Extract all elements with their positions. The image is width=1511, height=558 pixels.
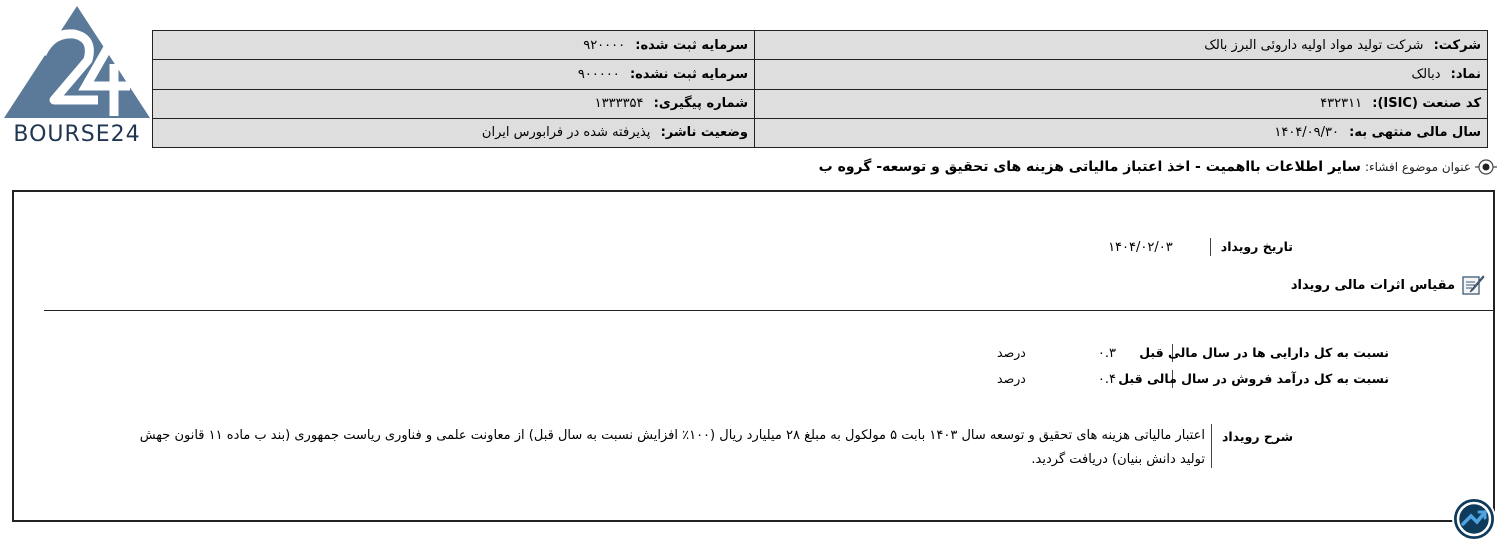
company-info-table bbox=[152, 30, 1488, 148]
chart-arrow-badge-icon[interactable] bbox=[1451, 496, 1497, 542]
subject-value: سایر اطلاعات بااهمیت - اخذ اعتباز مالیاتی هزینه های تحقیق و توسعه- گروه ب bbox=[818, 159, 1361, 175]
tracking-label: شماره پیگیری: bbox=[653, 96, 748, 112]
company-value: شرکت تولید مواد اولیه داروئی البرز بالک bbox=[1204, 37, 1424, 53]
ratio-row-sales bbox=[997, 368, 1389, 388]
publisher-status-cell bbox=[153, 118, 755, 147]
ratio-unit: درصد bbox=[997, 371, 1026, 386]
symbol-label: نماد: bbox=[1450, 66, 1481, 82]
bourse24-logo bbox=[2, 4, 152, 150]
unregistered-capital-value: ۹۰۰۰۰۰ bbox=[577, 66, 620, 82]
event-date-value: ۱۴۰۴/۰۲/۰۳ bbox=[1108, 240, 1173, 255]
company-cell bbox=[755, 31, 1488, 60]
fiscal-year-label: سال مالی منتهی به: bbox=[1349, 125, 1481, 141]
fiscal-year-cell bbox=[755, 118, 1488, 147]
section-divider bbox=[44, 310, 1493, 311]
registered-capital-value: ۹۲۰۰۰۰ bbox=[583, 37, 626, 53]
event-description-text: اعتبار مالیاتی هزینه های تحقیق و توسعه سال ۱۴۰۳ بابت ۵ مولکول به مبلغ ۲۸ میلیارد ریال (۱۰۰٪ افزایش نسبت به سال قبل) از معاونت علمی و فناوری ریاست جمهوری (بند ب ماده ۱۱ قانون جهش تولید دانش بنیان) دریافت گردید. bbox=[139, 428, 1205, 467]
ratio-label: نسبت به کل درآمد فروش در سال مالی قبل bbox=[1118, 371, 1389, 386]
symbol-cell bbox=[755, 60, 1488, 89]
ratio-value: ۰.۳ bbox=[1097, 346, 1116, 361]
company-label: شرکت: bbox=[1433, 37, 1481, 53]
ratio-value: ۰.۴ bbox=[1097, 372, 1116, 387]
subject-label: عنوان موضوع افشاء: bbox=[1364, 160, 1471, 174]
symbol-value: دبالک bbox=[1411, 66, 1441, 82]
financial-effects-heading bbox=[1291, 274, 1485, 296]
registered-capital-label: سرمایه ثبت شده: bbox=[635, 37, 748, 53]
logo-mark-icon bbox=[2, 4, 152, 124]
registered-capital-cell bbox=[153, 31, 755, 60]
event-panel bbox=[12, 190, 1495, 522]
logo-text: BOURSE24 bbox=[13, 122, 141, 147]
event-date-label: تاریخ رویداد bbox=[1210, 238, 1293, 256]
event-description-row bbox=[115, 424, 1293, 472]
isic-label: کد صنعت (ISIC): bbox=[1372, 96, 1481, 112]
disclosure-subject bbox=[819, 156, 1497, 178]
ratio-row-assets bbox=[997, 342, 1389, 362]
ratio-label: نسبت به کل دارایی ها در سال مالی قبل bbox=[1139, 345, 1389, 360]
unregistered-capital-label: سرمایه ثبت نشده: bbox=[629, 66, 748, 82]
isic-value: ۴۳۲۳۱۱ bbox=[1320, 96, 1363, 112]
event-description-label: شرح رویداد bbox=[1211, 424, 1293, 468]
isic-cell bbox=[755, 89, 1488, 118]
ratio-unit: درصد bbox=[997, 345, 1026, 360]
tracking-value: ۱۳۳۳۳۵۴ bbox=[594, 96, 644, 112]
fiscal-year-value: ۱۴۰۴/۰۹/۳۰ bbox=[1274, 125, 1339, 141]
tracking-cell bbox=[153, 89, 755, 118]
publisher-status-value: پذیرفته شده در فرابورس ایران bbox=[481, 125, 651, 141]
event-date-row bbox=[1108, 236, 1293, 256]
publisher-status-label: وضعیت ناشر: bbox=[660, 125, 748, 141]
unregistered-capital-cell bbox=[153, 60, 755, 89]
section-title: مقیاس اثرات مالی رویداد bbox=[1290, 277, 1455, 293]
pin-target-icon bbox=[1475, 156, 1497, 178]
notepad-pencil-icon bbox=[1461, 274, 1485, 296]
